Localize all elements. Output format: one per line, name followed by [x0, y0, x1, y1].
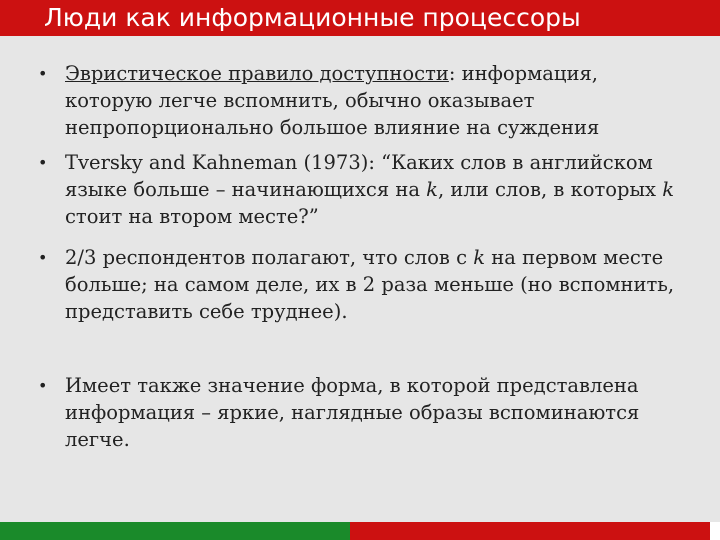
bullet-item-1 — [38, 60, 678, 141]
slide-content — [0, 60, 720, 480]
slide-title-bar — [0, 0, 720, 36]
bullet-item-2 — [38, 149, 678, 230]
bullet-text-2 — [65, 149, 678, 230]
respondents-part1: 2/3 респондентов полагают, что слов с — [65, 246, 474, 269]
letter-k: k — [426, 178, 438, 201]
availability-heuristic-term: Эвристическое правило доступности — [65, 62, 449, 85]
availability-heuristic-definition: : информация, которую легче вспомнить, обычно оказывает непропорционально большое влияние на суждения — [65, 62, 600, 139]
letter-k: k — [662, 178, 675, 201]
tversky-kahneman-part2: , или слов, в которых — [438, 178, 663, 201]
respondents-part2: на первом месте больше; на самом деле, их в 2 раза меньше (но вспомнить, представить себе труднее). — [65, 246, 675, 323]
bullet-text-4 — [65, 372, 678, 453]
slide-title: Люди как информационные процессоры — [44, 3, 581, 32]
form-matters-text: Имеет также значение форма, в которой представлена информация – яркие, наглядные образы вспоминаются легче. — [65, 374, 640, 451]
bullet-marker: • — [38, 248, 48, 267]
bullet-marker: • — [38, 376, 48, 395]
tversky-kahneman-part3: стоит на втором месте?” — [65, 205, 319, 228]
bullet-item-3 — [38, 244, 678, 325]
bullet-text-3 — [65, 244, 678, 325]
tversky-kahneman-part1: Tversky and Kahneman (1973): “Каких слов в английском языке больше – начинающихся на — [65, 151, 653, 201]
bullet-marker: • — [38, 64, 48, 83]
bullet-item-4 — [38, 372, 678, 453]
footer-white-stripe — [710, 522, 720, 540]
bullet-text-1 — [65, 60, 678, 141]
footer-bar — [0, 522, 720, 540]
footer-red-stripe — [350, 522, 710, 540]
bullet-marker: • — [38, 153, 48, 172]
footer-green-stripe — [0, 522, 350, 540]
letter-k: k — [473, 246, 486, 269]
